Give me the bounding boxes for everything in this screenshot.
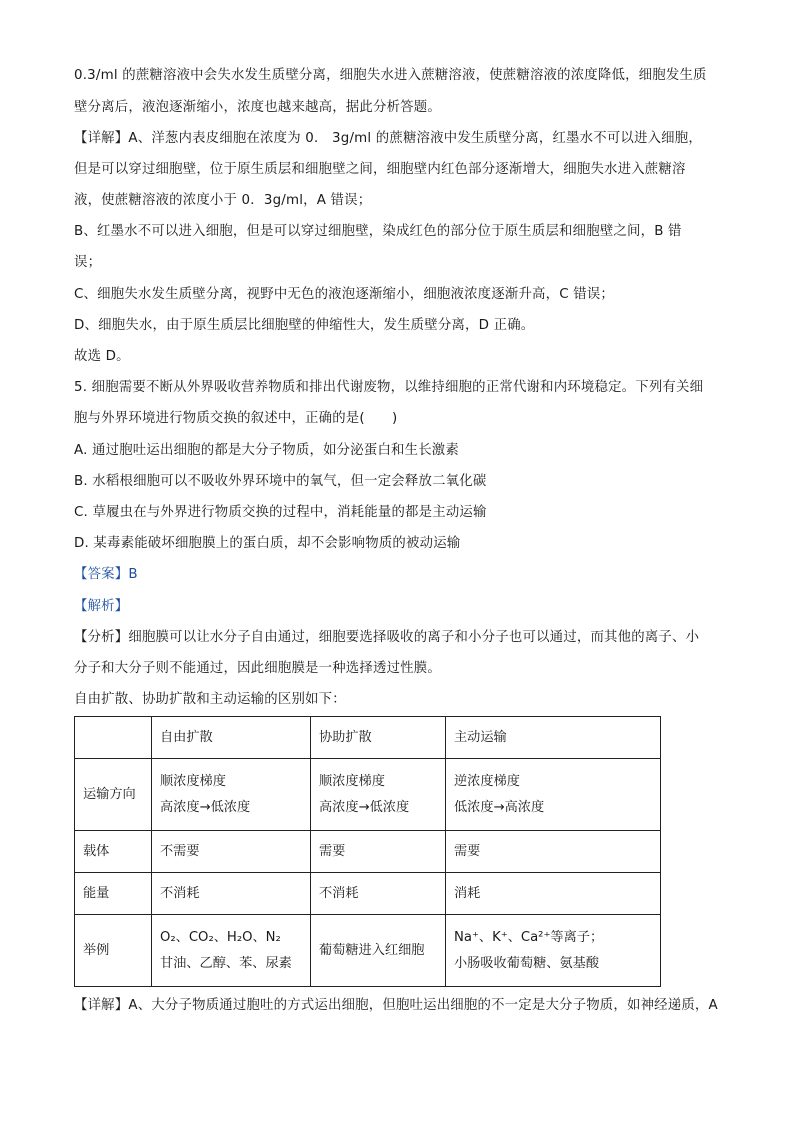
table-cell: 不需要 [152,831,311,873]
option-d: D. 某毒素能破坏细胞膜上的蛋白质，却不会影响物质的被动运输 [74,536,461,551]
table-header-cell: 主动运输 [446,717,661,759]
table-cell: 需要 [446,831,661,873]
text-line: 误； [74,255,102,270]
table-header-row [75,717,661,759]
text-line: 故选 D。 [74,349,130,364]
table-row [75,873,661,915]
option-a: A. 通过胞吐运出细胞的都是大分子物质，如分泌蛋白和生长激素 [74,443,459,458]
text-line: 自由扩散、协助扩散和主动运输的区别如下： [74,692,346,707]
row-label: 运输方向 [75,759,152,831]
text-line: 0.3/ml 的蔗糖溶液中会失水发生质壁分离，细胞失水进入蔗糖溶液，使蔗糖溶液的浓度降低，细胞发生质 [74,68,707,83]
table-row [75,915,661,987]
table-cell [446,915,661,987]
text-line: B、红墨水不可以进入细胞，但是可以穿过细胞壁，染成红色的部分位于原生质层和细胞壁之间，B 错 [74,224,682,239]
table-cell: 不消耗 [311,873,446,915]
question-stem-line: 胞与外界环境进行物质交换的叙述中，正确的是( ) [74,411,398,426]
text-line: 【详解】A、洋葱内表皮细胞在浓度为 0． 3g/ml 的蔗糖溶液中发生质壁分离，红墨水不可以进入细胞， [74,131,702,146]
cell-text: 甘油、乙醇、苯、尿素 [160,955,292,971]
question-stem-line: 5. 细胞需要不断从外界吸收营养物质和排出代谢废物，以维持细胞的正常代谢和内环境稳定。下列有关细 [74,380,704,395]
text-line: 但是可以穿过细胞壁，位于原生质层和细胞壁之间，细胞壁内红色部分逐渐增大，细胞失水进入蔗糖溶 [74,162,686,177]
table-cell: 需要 [311,831,446,873]
table-cell: 不消耗 [152,873,311,915]
analysis-label: 【解析】 [74,599,129,614]
cell-text: 高浓度→低浓度 [160,799,251,815]
transport-comparison-table [74,716,661,987]
table-cell [311,759,446,831]
row-label: 能量 [75,873,152,915]
text-line: 分子和大分子则不能通过，因此细胞膜是一种选择透过性膜。 [74,661,441,676]
text-line: 【分析】细胞膜可以让水分子自由通过，细胞要选择吸收的离子和小分子也可以通过，而其他的离子、小 [74,630,700,645]
table-cell [152,759,311,831]
cell-text: 顺浓度梯度 [160,773,226,789]
option-c: C. 草履虫在与外界进行物质交换的过程中，消耗能量的都是主动运输 [74,505,487,520]
cell-text: 顺浓度梯度 [319,773,385,789]
cell-text: 小肠吸收葡萄糖、氨基酸 [454,955,600,971]
row-label: 举例 [75,915,152,987]
answer-label: 【答案】B [74,567,138,582]
cell-text: Na⁺、K⁺、Ca²⁺等离子； [454,929,604,945]
cell-text: 逆浓度梯度 [454,773,520,789]
table-row [75,831,661,873]
text-line: 壁分离后，液泡逐渐缩小，浓度也越来越高，据此分析答题。 [74,100,441,115]
row-label: 载体 [75,831,152,873]
text-line: 【详解】A、大分子物质通过胞吐的方式运出细胞，但胞吐运出细胞的不一定是大分子物质，如神经递质，A [74,998,718,1013]
table-cell: 葡萄糖进入红细胞 [311,915,446,987]
text-line: 液，使蔗糖溶液的浓度小于 0．3g/ml，A 错误； [74,193,372,208]
table-row [75,759,661,831]
table-header-cell: 自由扩散 [152,717,311,759]
cell-text: O₂、CO₂、H₂O、N₂ [160,929,281,945]
text-line: D、细胞失水，由于原生质层比细胞壁的伸缩性大，发生质壁分离，D 正确。 [74,318,535,333]
table-cell: 消耗 [446,873,661,915]
option-b: B. 水稻根细胞可以不吸收外界环境中的氧气，但一定会释放二氧化碳 [74,474,487,489]
table-header-cell [75,717,152,759]
cell-text: 高浓度→低浓度 [319,799,410,815]
cell-text: 低浓度→高浓度 [454,799,545,815]
table-header-cell: 协助扩散 [311,717,446,759]
table-cell [152,915,311,987]
text-line: C、细胞失水发生质壁分离，视野中无色的液泡逐渐缩小，细胞液浓度逐渐升高，C 错误； [74,287,614,302]
table-cell [446,759,661,831]
